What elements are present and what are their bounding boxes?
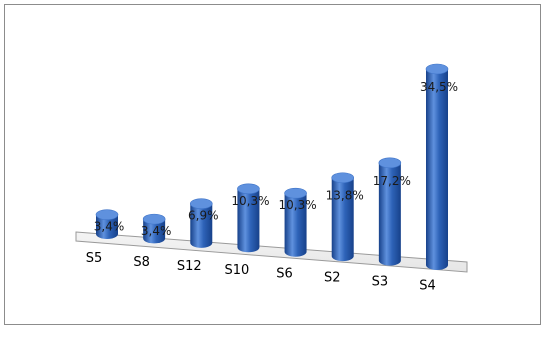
bars-group <box>94 64 458 270</box>
tick-label-s3: S3 <box>371 274 389 290</box>
bar-top-cap <box>143 214 165 224</box>
data-label: 10,3% <box>278 198 317 213</box>
bar-s2 <box>326 173 364 261</box>
tick-label-s8: S8 <box>133 254 150 270</box>
data-label: 17,2% <box>372 173 411 188</box>
bar-top-cap <box>379 158 401 168</box>
bar-body <box>426 69 448 270</box>
tick-label-s6: S6 <box>276 266 293 282</box>
data-label: 3,4% <box>93 219 125 234</box>
bar-s6 <box>279 188 317 257</box>
tick-label-s10: S10 <box>224 262 250 278</box>
tick-label-s12: S12 <box>176 258 202 274</box>
tick-label-s2: S2 <box>323 270 341 286</box>
bar-top-cap <box>190 199 212 209</box>
bar-top-cap <box>237 184 259 194</box>
bar-s10 <box>231 184 269 253</box>
bar-top-cap <box>96 210 118 220</box>
bar-top-cap <box>285 188 307 198</box>
bar-s12 <box>188 199 219 248</box>
bar-s4 <box>420 64 458 270</box>
bar-top-cap <box>426 64 448 74</box>
data-label: 34,5% <box>419 80 459 94</box>
data-label: 13,8% <box>325 188 364 203</box>
tick-label-s4: S4 <box>419 278 436 294</box>
bar-top-cap <box>332 173 354 183</box>
data-label: 6,9% <box>188 208 219 223</box>
tick-label-s5: S5 <box>85 251 103 266</box>
data-label: 10,3% <box>231 193 270 208</box>
data-label: 3,4% <box>140 224 172 239</box>
bar-s5 <box>94 210 125 239</box>
bar-s3 <box>373 158 411 266</box>
